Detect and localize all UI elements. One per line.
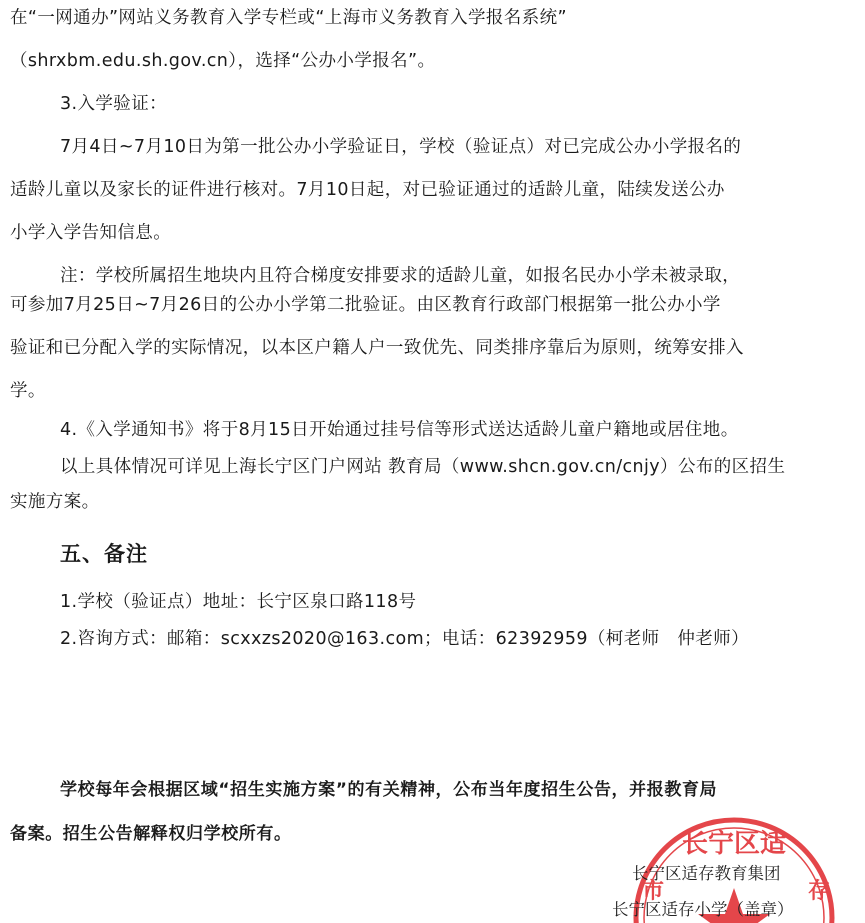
- notice-line: 学校每年会根据区域“招生实施方案”的有关精神，公布当年度招生公告，并报教育局: [60, 780, 718, 800]
- paragraph-line: 可参加7月25日~7月26日的公办小学第二批验证。由区教育行政部门根据第一批公办小学: [10, 295, 721, 315]
- paragraph-line: 注：学校所属招生地块内且符合梯度安排要求的适龄儿童，如报名民办小学未被录取，: [60, 266, 741, 286]
- paragraph-line: 验证和已分配入学的实际情况，以本区户籍人户一致优先、同类排序靠后为原则，统筹安排入: [10, 338, 744, 358]
- paragraph-line: 实施方案。: [10, 492, 100, 512]
- address-item: 1.学校（验证点）地址：长宁区泉口路118号: [60, 592, 417, 612]
- svg-text:市: 市: [642, 878, 665, 904]
- section-heading: 五、备注: [60, 542, 148, 566]
- signature-school: 长宁区适存小学（盖章）: [612, 900, 794, 919]
- subsection-title: 3.入学验证：: [60, 94, 167, 114]
- notice-line: 备案。招生公告解释权归学校所有。: [10, 824, 292, 844]
- paragraph-line: 学。: [10, 381, 46, 401]
- paragraph-line: 4.《入学通知书》将于8月15日开始通过挂号信等形式送达适龄儿童户籍地或居住地。: [60, 420, 739, 440]
- contact-item: 2.咨询方式：邮箱：scxxzs2020@163.com；电话：62392959（柯老师 仲老师）: [60, 629, 749, 649]
- paragraph-line: （shrxbm.edu.sh.gov.cn），选择“公办小学报名”。: [10, 51, 436, 71]
- paragraph-line: 7月4日~7月10日为第一批公办小学验证日，学校（验证点）对已完成公办小学报名的: [60, 137, 742, 157]
- signature-organization: 长宁区适存教育集团: [632, 864, 781, 883]
- paragraph-line: 适龄儿童以及家长的证件进行核对。7月10日起，对已验证通过的适龄儿童，陆续发送公办: [10, 180, 725, 200]
- svg-text:存: 存: [808, 878, 831, 904]
- svg-text:长宁区适: 长宁区适: [681, 829, 787, 859]
- paragraph-line: 小学入学告知信息。: [10, 223, 172, 243]
- paragraph-line: 在“一网通办”网站义务教育入学专栏或“上海市义务教育入学报名系统”: [10, 8, 567, 28]
- paragraph-line: 以上具体情况可详见上海长宁区门户网站 教育局（www.shcn.gov.cn/cnjy）公布的区招生: [60, 457, 786, 477]
